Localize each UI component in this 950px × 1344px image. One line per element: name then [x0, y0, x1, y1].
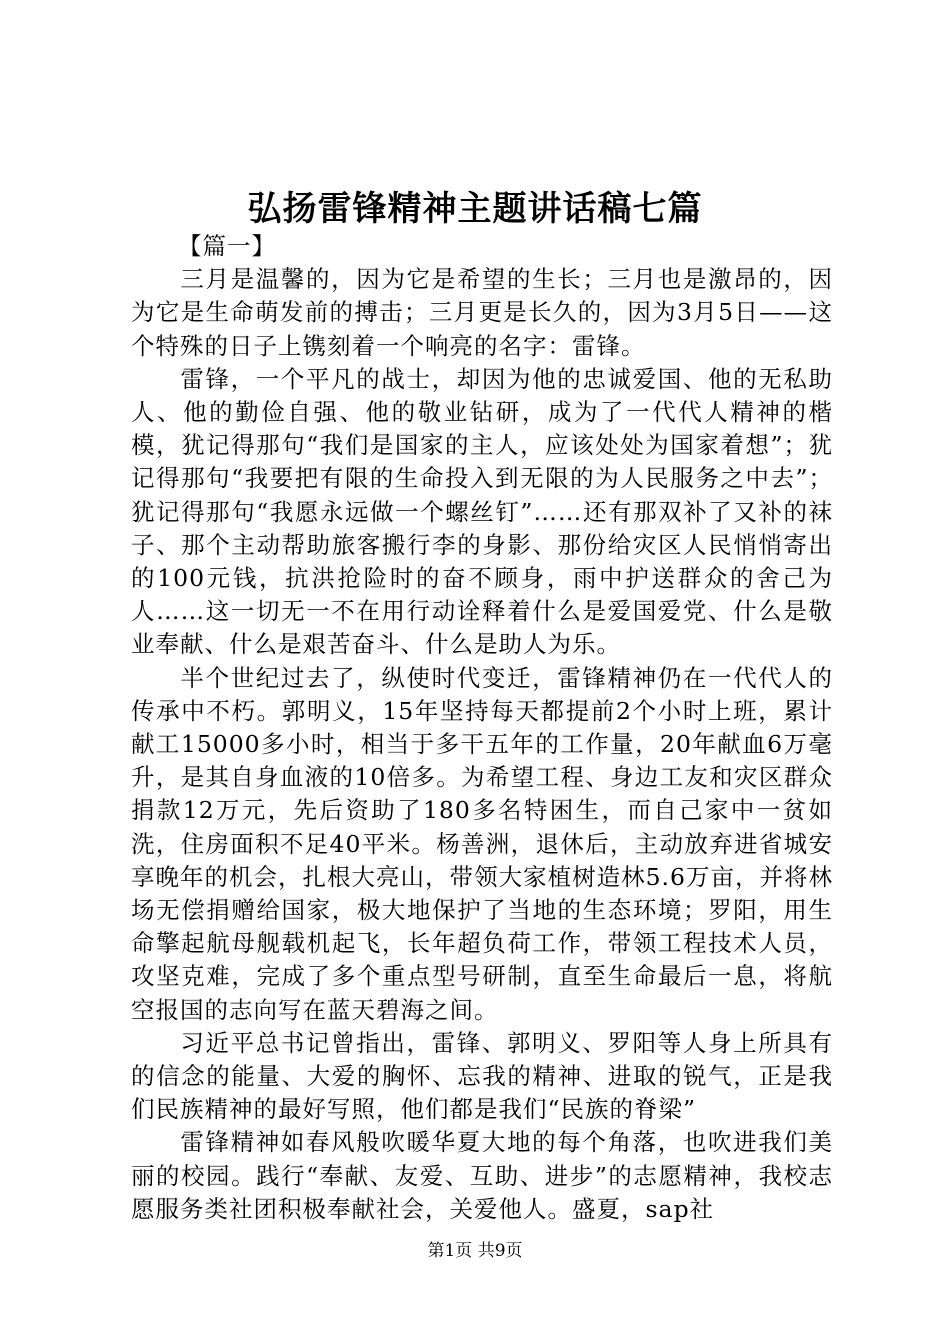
document-title: 弘扬雷锋精神主题讲话稿七篇 — [247, 189, 703, 229]
paragraph-4: 习近平总书记曾指出，雷锋、郭明义、罗阳等人身上所具有的信念的能量、大爱的胸怀、忘我的精神、进取的锐气，正是我们民族精神的最好写照，他们都是我们“民族的脊梁” — [131, 1028, 833, 1124]
page-footer: 第1页 共9页 — [427, 1241, 523, 1261]
paragraph-1: 三月是温馨的，因为它是希望的生长；三月也是激昂的，因为它是生命萌发前的搏击；三月更是长久的，因为3月5日——这个特殊的日子上镌刻着一个响亮的名字：雷锋。 — [131, 265, 833, 360]
paragraph-3: 半个世纪过去了，纵使时代变迁，雷锋精神仍在一代代人的传承中不朽。郭明义，15年坚持每天都提前2个小时上班，累计献工15000多小时，相当于多干五年的工作量，20年献血6万毫升，是其自身血液的10倍多。为希望工程、身边工友和灾区群众捐款12万元，先后资助了180多名特困生，而自己家中一贫如洗，住房面积不足40平米。杨善洲，退休后，主动放弃进省城安享晚年的机会，扎根大亮山，带领大家植树造林5.6万亩，并将林场无偿捐赠给国家，极大地保护了当地的生态环境；罗阳，用生命擎起航母舰载机起飞，长年超负荷工作，带领工程技术人员，攻坚克难，完成了多个重点型号研制，直至生命最后一息，将航空报国的志向写在蓝天碧海之间。 — [131, 663, 833, 1024]
section-label: 【篇一】 — [178, 232, 276, 260]
paragraph-5: 雷锋精神如春风般吹暖华夏大地的每个角落，也吹进我们美丽的校园。践行“奉献、友爱、互助、进步”的志愿精神，我校志愿服务类社团积极奉献社会，关爱他人。盛夏，sap社 — [131, 1128, 833, 1223]
paragraph-2: 雷锋，一个平凡的战士，却因为他的忠诚爱国、他的无私助人、他的勤俭自强、他的敬业钻研，成为了一代代人精神的楷模，犹记得那句“我们是国家的主人，应该处处为国家着想”；犹记得那句“我要把有限的生命投入到无限的为人民服务之中去”；犹记得那句“我愿永远做一个螺丝钉”……还有那双补了又补的袜子、那个主动帮助旅客搬行李的身影、那份给灾区人民悄悄寄出的100元钱，抗洪抢险时的奋不顾身，雨中护送群众的舍己为人……这一切无一不在用行动诠释着什么是爱国爱党、什么是敬业奉献、什么是艰苦奋斗、什么是助人为乐。 — [131, 364, 833, 659]
document-body — [131, 230, 833, 1226]
